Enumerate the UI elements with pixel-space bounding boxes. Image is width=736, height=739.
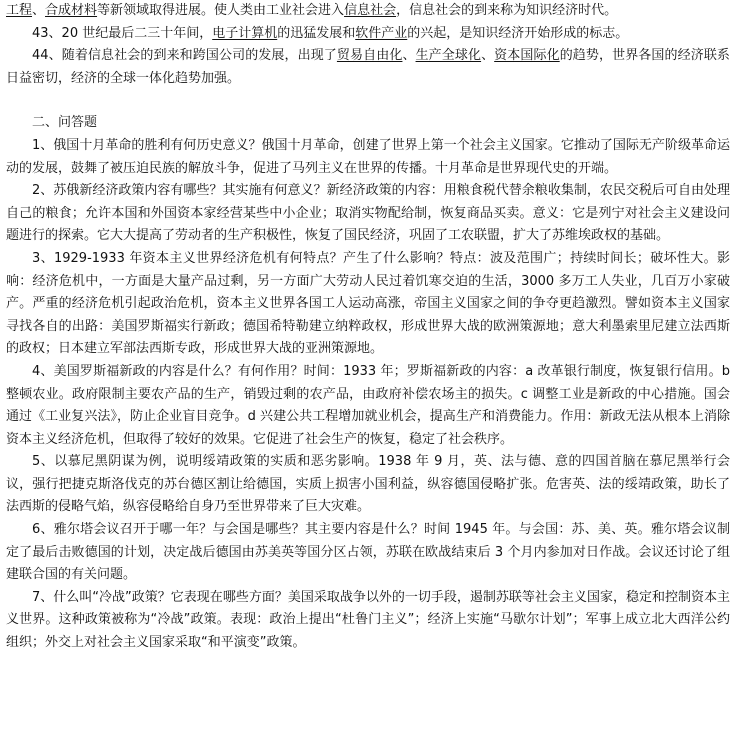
- item-43: [6, 23, 730, 46]
- qa-7: 7、什么叫“冷战”政策？它表现在哪些方面？美国采取战争以外的一切手段，遏制苏联等社会主义国家，稳定和控制资本主义世界。这种政策被称为“冷战”政策。表现：政治上提出“杜鲁门主义”；经济上实施“马歇尔计划”；军事上成立北大西洋公约组织；外交上对社会主义国家采取“和平演变”政策。: [6, 589, 730, 651]
- term-production-globalization: 生产全球化: [415, 48, 482, 64]
- text-segment: 的兴起，是知识经济开始形成的标志。: [407, 25, 629, 41]
- text-sep: 、: [481, 48, 495, 64]
- text-sep: 、: [402, 48, 416, 64]
- item-44: [6, 45, 730, 90]
- qa-6: 6、雅尔塔会议召开于哪一年？与会国是哪些？其主要内容是什么？时间 1945 年。与会国：苏、美、英。雅尔塔会议制定了最后击败德国的计划，决定战后德国由苏美英等国分区占领，苏联在欧战结束后 3 个月内参加对日作战。会议还讨论了组建联合国的有关问题。: [6, 522, 730, 583]
- qa-2: 2、苏俄新经济政策内容有哪些？其实施有何意义？新经济政策的内容：用粮食税代替余粮收集制，农民交税后可自由处理自己的粮食；允许本国和外国资本家经营某些中小企业；取消实物配给制，恢复商品买卖。意义：它是列宁对社会主义建设问题进行的探索。它大大提高了劳动者的生产积极性，恢复了国民经济，巩固了工农联盟，扩大了苏维埃政权的基础。: [6, 183, 730, 244]
- text-segment: 的迅猛发展和: [277, 25, 356, 41]
- text-sep: 、: [32, 3, 46, 18]
- text-segment: 等新领域取得进展。使人类由工业社会进入: [97, 3, 345, 18]
- term-capital-internationalization: 资本国际化: [494, 48, 560, 64]
- term-computer: 电子计算机: [212, 25, 278, 41]
- term-trade-liberalization: 贸易自由化: [336, 48, 403, 64]
- term-software-industry: 软件产业: [355, 25, 408, 41]
- paragraph-top: [6, 0, 730, 23]
- text-segment: ，信息社会的到来称为知识经济时代。: [396, 3, 618, 18]
- term-engineering: 工程: [6, 3, 33, 18]
- section-heading: 二、问答题: [32, 115, 98, 131]
- qa-3: 3、1929-1933 年资本主义世界经济危机有何特点？产生了什么影响？特点：波及范围广；持续时间长；破坏性大。影响：经济危机中，一方面是大量产品过剩，另一方面广大劳动人民过着饥寒交迫的生活，3000 多万工人失业，几百万小家破产。严重的经济危机引起政治危机，资本主义世界各国工人运动高涨，帝国主义国家之间的争夺更趋激烈。譬如资本主义国家寻找各自的出路：美国罗斯福实行新政；德国希特勒建立纳粹政权，形成世界大战的欧洲策源地；意大利墨索里尼建立法西斯的政权；日本建立军部法西斯专政，形成世界大战的亚洲策源地。: [6, 250, 730, 357]
- text-segment: 的趋势，世界各国的经济联系日益密切，经济的全球一体化趋势加强。: [6, 48, 730, 86]
- qa-1: 1、俄国十月革命的胜利有何历史意义？俄国十月革命，创建了世界上第一个社会主义国家。它推动了国际无产阶级革命运动的发展，鼓舞了被压迫民族的解放斗争，促进了马列主义在世界的传播。十月革命是世界现代史的开端。: [6, 137, 730, 176]
- qa-4: 4、美国罗斯福新政的内容是什么？有何作用？时间：1933 年；罗斯福新政的内容：a 改革银行制度，恢复银行信用。b 整顿农业。政府限制主要农产品的生产，销毁过剩的农产品，由政府补偿农场主的损失。c 调整工业是新政的中心措施。国会通过《工业复兴法》，防止企业盲目竞争。d 兴建公共工程增加就业机会，提高生产和消费能力。作用：新政无法从根本上消除资本主义经济危机，但取得了较好的效果。它促进了社会生产的恢复，稳定了社会秩序。: [6, 363, 730, 447]
- term-synthetic-materials: 合成材料: [45, 3, 98, 18]
- text-segment: 44、随着信息社会的到来和跨国公司的发展，出现了: [32, 48, 337, 64]
- qa-5: 5、以慕尼黑阴谋为例，说明绥靖政策的实质和恶劣影响。1938 年 9 月，英、法与德、意的四国首脑在慕尼黑举行会议，强行把捷克斯洛伐克的苏台德区割让给德国，实质上损害小国利益，纵容德国侵略扩张。危害英、法的绥靖政策，助长了法西斯的侵略气焰，纵容侵略给自身乃至世界带来了巨大灾难。: [6, 454, 730, 515]
- text-segment: 43、20 世纪最后二三十年间，: [32, 25, 213, 41]
- term-information-society: 信息社会: [344, 3, 397, 18]
- spacer: [6, 90, 730, 112]
